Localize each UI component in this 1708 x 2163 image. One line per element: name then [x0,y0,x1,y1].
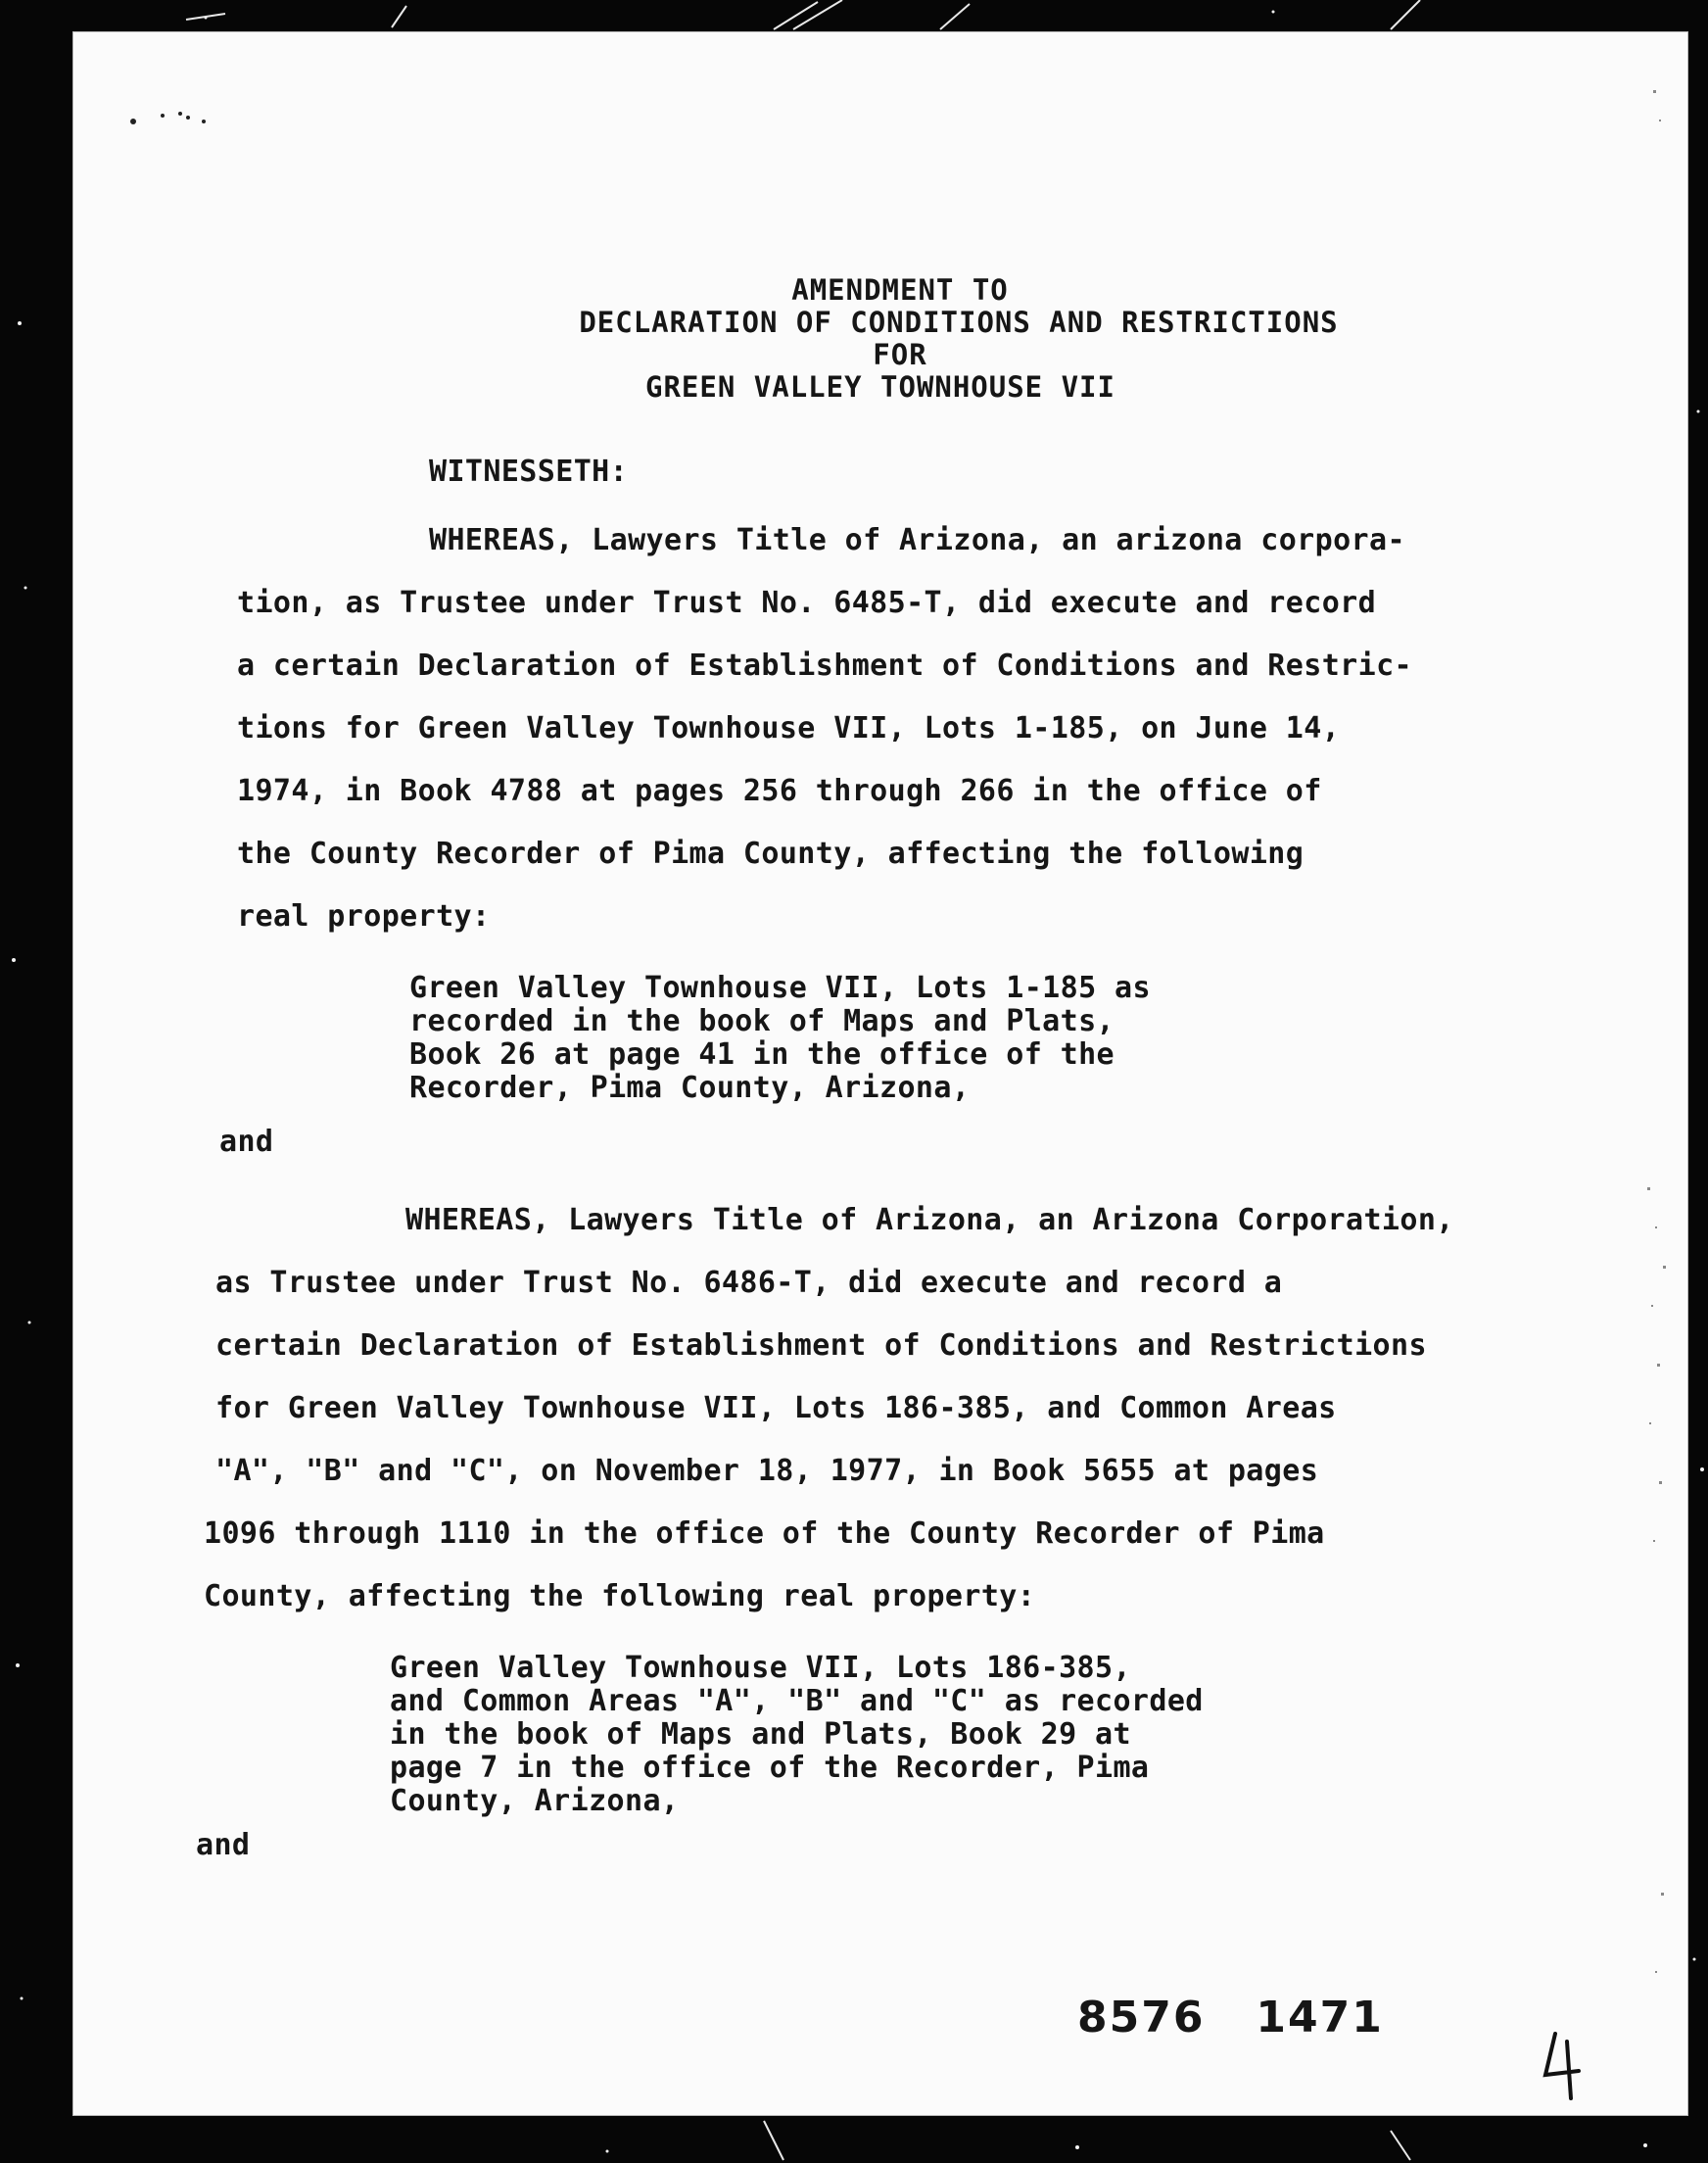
title-line-1: AMENDMENT TO [791,273,1009,307]
property-description-2 [390,1652,1204,1818]
document-page [72,31,1688,2116]
stray-scan-marks [125,102,233,131]
quote-1-line: Recorder, Pima County, Arizona, [409,1071,971,1105]
paragraph-2-line: "A", "B" and "C", on November 18, 1977, in Book 5655 at pages [215,1454,1319,1488]
conjunction-and-1: and [219,1125,274,1159]
document-title [72,274,1688,404]
paragraph-1-line: a certain Declaration of Establishment of Conditions and Restric- [237,649,1412,683]
title-line-2: DECLARATION OF CONDITIONS AND RESTRICTIONS [579,306,1339,339]
paragraph-1-line: 1974, in Book 4788 at pages 256 through 266 in the office of [237,774,1322,808]
paragraph-1-line: tion, as Trustee under Trust No. 6485-T, did execute and record [237,586,1377,620]
quote-1-line: recorded in the book of Maps and Plats, [409,1004,1115,1038]
property-description-1 [409,972,1151,1105]
title-line-3: FOR [873,338,927,371]
quote-1-line: Book 26 at page 41 in the office of the [409,1037,1115,1072]
quote-2-line: page 7 in the office of the Recorder, Pima [390,1751,1150,1785]
paragraph-2-line: for Green Valley Townhouse VII, Lots 186-385, and Common Areas [215,1391,1337,1425]
paragraph-2-line: WHEREAS, Lawyers Title of Arizona, an Arizona Corporation, [405,1203,1454,1237]
paragraph-2-line: as Trustee under Trust No. 6486-T, did execute and record a [215,1266,1283,1300]
quote-1-line: Green Valley Townhouse VII, Lots 1-185 as [409,971,1151,1005]
paragraph-2-line: certain Declaration of Establishment of Conditions and Restrictions [215,1328,1427,1363]
handwritten-page-number [1538,2028,1596,2106]
quote-2-line: in the book of Maps and Plats, Book 29 at [390,1717,1131,1752]
quote-2-line: Green Valley Townhouse VII, Lots 186-385, [390,1651,1131,1685]
paragraph-2-line: County, affecting the following real property: [204,1579,1036,1613]
paragraph-1-line: the County Recorder of Pima County, affecting the following [237,837,1305,871]
paragraph-2-line: 1096 through 1110 in the office of the County Recorder of Pima [204,1516,1325,1551]
witnesseth-heading: WITNESSETH: [429,455,629,489]
paragraph-1-line: real property: [237,899,491,934]
quote-2-line: County, Arizona, [390,1784,680,1818]
conjunction-and-2: and [196,1828,251,1862]
docket-page-number: 8576 1471 [1077,1993,1384,2043]
title-line-4: GREEN VALLEY TOWNHOUSE VII [645,370,1115,404]
paragraph-1-line: WHEREAS, Lawyers Title of Arizona, an arizona corpora- [429,523,1405,557]
quote-2-line: and Common Areas "A", "B" and "C" as recorded [390,1684,1204,1718]
paragraph-1-line: tions for Green Valley Townhouse VII, Lots 1-185, on June 14, [237,711,1341,745]
